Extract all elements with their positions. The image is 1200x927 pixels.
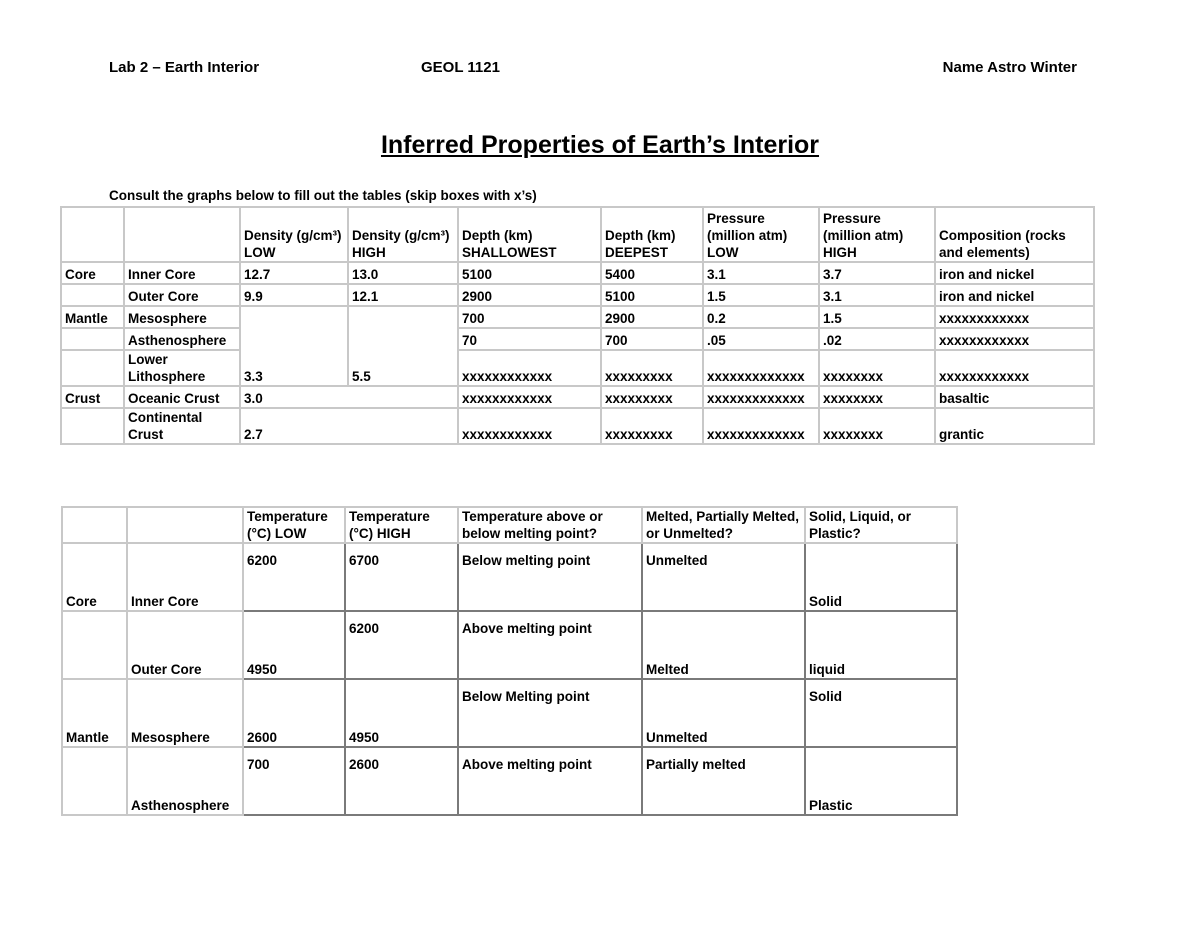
group-label [62, 747, 127, 815]
table-cell: 2600 [243, 679, 345, 747]
table-cell: xxxxxxxx [819, 350, 935, 386]
table-cell: .02 [819, 328, 935, 350]
table-cell: xxxxxxxxxxxx [458, 386, 601, 408]
table-cell [240, 328, 348, 350]
header-cell [127, 507, 243, 543]
header-cell: Pressure (million atm) HIGH [819, 207, 935, 262]
table-cell: 3.1 [703, 262, 819, 284]
table-cell: 6200 [243, 543, 345, 611]
table-cell: 2900 [458, 284, 601, 306]
group-label [61, 284, 124, 306]
header-cell [124, 207, 240, 262]
layer-label: Inner Core [127, 543, 243, 611]
table-cell: xxxxxxxx [819, 386, 935, 408]
table-cell: iron and nickel [935, 262, 1094, 284]
table-row [61, 284, 1094, 306]
table-cell: 5100 [601, 284, 703, 306]
table-cell: xxxxxxxxxxxxx [703, 386, 819, 408]
table-row [61, 306, 1094, 328]
table-cell: xxxxxxxxxxxx [935, 306, 1094, 328]
header-cell: Composition (rocks and elements) [935, 207, 1094, 262]
header-cell [62, 507, 127, 543]
table-cell: xxxxxxxxx [601, 350, 703, 386]
table-cell: 700 [243, 747, 345, 815]
layer-label: Lower Lithosphere [124, 350, 240, 386]
table-row [61, 386, 1094, 408]
header-student-name: Name Astro Winter [942, 59, 1077, 76]
table-row [61, 328, 1094, 350]
table-header-row [61, 207, 1094, 262]
layer-label: Outer Core [127, 611, 243, 679]
header-cell: Density (g/cm³) LOW [240, 207, 348, 262]
group-label [61, 408, 124, 444]
header-cell: Temperature (°C) HIGH [345, 507, 458, 543]
header-cell: Depth (km) SHALLOWEST [458, 207, 601, 262]
layer-label: Asthenosphere [127, 747, 243, 815]
header-course: GEOL 1121 [421, 59, 500, 76]
header-cell: Solid, Liquid, or Plastic? [805, 507, 957, 543]
header-cell: Density (g/cm³) HIGH [348, 207, 458, 262]
table-cell: Above melting point [458, 611, 642, 679]
header-cell: Depth (km) DEEPEST [601, 207, 703, 262]
table-row [62, 543, 957, 611]
header-cell: Pressure (million atm) LOW [703, 207, 819, 262]
table-cell: 9.9 [240, 284, 348, 306]
header-lab-title: Lab 2 – Earth Interior [109, 59, 260, 76]
group-label: Core [62, 543, 127, 611]
table-header-row [62, 507, 957, 543]
group-label: Mantle [62, 679, 127, 747]
table-cell: 700 [601, 328, 703, 350]
layer-label: Asthenosphere [124, 328, 240, 350]
table-cell: Melted [642, 611, 805, 679]
table-cell [348, 306, 458, 328]
table-cell: 12.7 [240, 262, 348, 284]
table-cell: Solid [805, 679, 957, 747]
table-cell: Plastic [805, 747, 957, 815]
table-cell: xxxxxxxxxxxx [458, 350, 601, 386]
table-cell: Above melting point [458, 747, 642, 815]
table-cell: Partially melted [642, 747, 805, 815]
table-row [62, 747, 957, 815]
table-cell: Unmelted [642, 679, 805, 747]
table-cell: xxxxxxxxxxxx [458, 408, 601, 444]
header-cell [61, 207, 124, 262]
page-title: Inferred Properties of Earth’s Interior [380, 131, 820, 159]
table-cell [348, 328, 458, 350]
table-cell: xxxxxxxxxxxxx [703, 350, 819, 386]
group-label: Mantle [61, 306, 124, 328]
group-label: Crust [61, 386, 124, 408]
table-cell: 70 [458, 328, 601, 350]
table-cell: 2600 [345, 747, 458, 815]
table-cell: 3.3 [240, 350, 348, 386]
header-cell: Melted, Partially Melted, or Unmelted? [642, 507, 805, 543]
layer-label: Mesosphere [124, 306, 240, 328]
group-label [62, 611, 127, 679]
table-cell: 4950 [243, 611, 345, 679]
table-cell: 1.5 [703, 284, 819, 306]
table-cell: xxxxxxxx [819, 408, 935, 444]
table-cell: .05 [703, 328, 819, 350]
table-cell: 3.0 [240, 386, 458, 408]
header-cell: Temperature (°C) LOW [243, 507, 345, 543]
table-cell: Unmelted [642, 543, 805, 611]
header-cell: Temperature above or below melting point? [458, 507, 642, 543]
table-cell: 5100 [458, 262, 601, 284]
table-cell: 700 [458, 306, 601, 328]
table-cell: 13.0 [348, 262, 458, 284]
table-cell: xxxxxxxxxxxx [935, 350, 1094, 386]
table-row [62, 679, 957, 747]
table-cell: basaltic [935, 386, 1094, 408]
group-label [61, 350, 124, 386]
table-cell: 2.7 [240, 408, 458, 444]
table-row [62, 611, 957, 679]
table-cell: 6700 [345, 543, 458, 611]
table-cell: 12.1 [348, 284, 458, 306]
table-cell: liquid [805, 611, 957, 679]
table-cell: xxxxxxxxx [601, 386, 703, 408]
table-cell [240, 306, 348, 328]
table-cell: Below melting point [458, 543, 642, 611]
table-cell: 4950 [345, 679, 458, 747]
table-cell: xxxxxxxxxxxxx [703, 408, 819, 444]
table-cell: Solid [805, 543, 957, 611]
group-label [61, 328, 124, 350]
table-cell: Below Melting point [458, 679, 642, 747]
layer-label: Mesosphere [127, 679, 243, 747]
properties-table [60, 206, 1095, 445]
table-cell: 2900 [601, 306, 703, 328]
instructions: Consult the graphs below to fill out the tables (skip boxes with x’s) [109, 188, 537, 203]
table-cell: grantic [935, 408, 1094, 444]
table-row [61, 262, 1094, 284]
table-cell: xxxxxxxxx [601, 408, 703, 444]
table-cell: 1.5 [819, 306, 935, 328]
table-cell: 5400 [601, 262, 703, 284]
table-cell: 5.5 [348, 350, 458, 386]
table-row [61, 350, 1094, 386]
table-row [61, 408, 1094, 444]
table-cell: 3.1 [819, 284, 935, 306]
temperature-table [61, 506, 958, 816]
table-cell: 6200 [345, 611, 458, 679]
layer-label: Continental Crust [124, 408, 240, 444]
layer-label: Oceanic Crust [124, 386, 240, 408]
table-cell: xxxxxxxxxxxx [935, 328, 1094, 350]
group-label: Core [61, 262, 124, 284]
layer-label: Inner Core [124, 262, 240, 284]
table-cell: 3.7 [819, 262, 935, 284]
layer-label: Outer Core [124, 284, 240, 306]
table-cell: 0.2 [703, 306, 819, 328]
table-cell: iron and nickel [935, 284, 1094, 306]
